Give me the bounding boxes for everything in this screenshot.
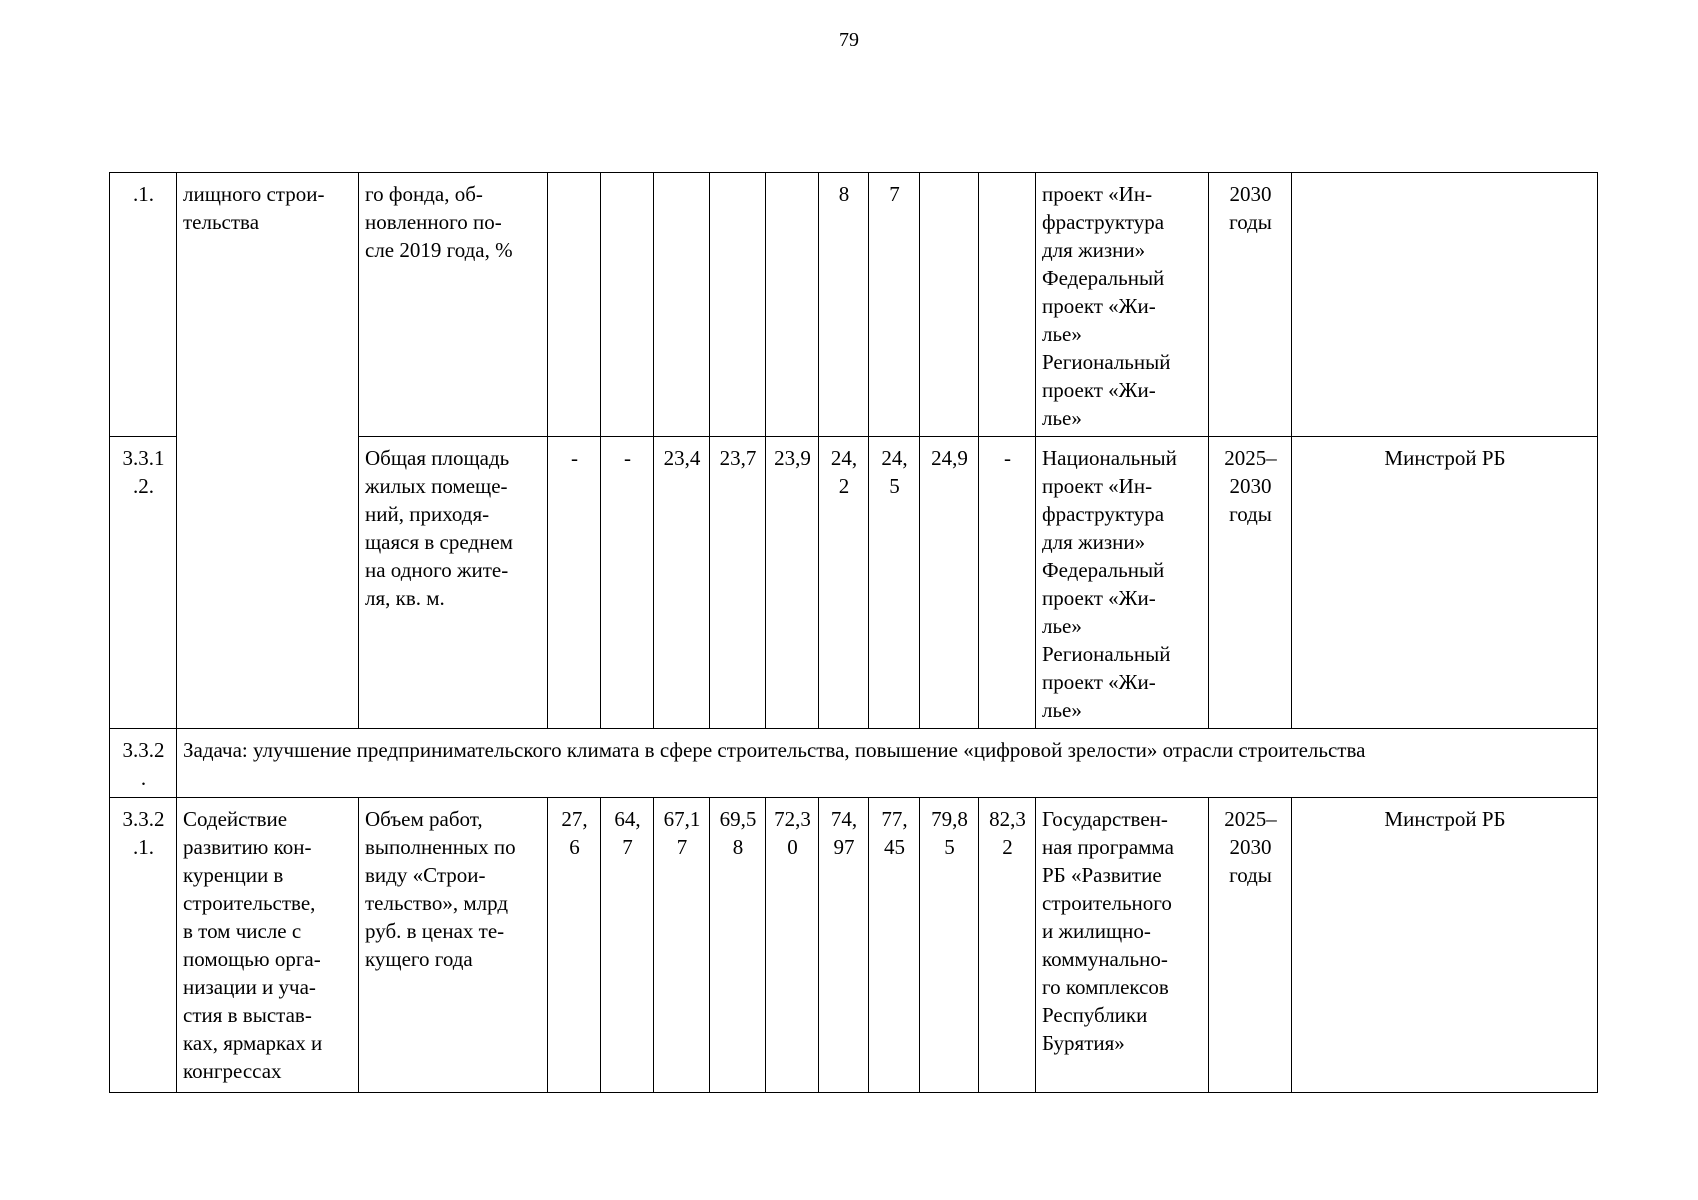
- measure-cell: лищного строи- тельства: [177, 173, 359, 729]
- value-cell: 74, 97: [819, 798, 869, 1093]
- value-cell: 72,3 0: [766, 798, 819, 1093]
- row-number: 3.3.2 .: [110, 729, 177, 798]
- value-cell: 24,9: [920, 437, 979, 729]
- responsible-cell: Минстрой РБ: [1292, 798, 1598, 1093]
- value-cell: 8: [819, 173, 869, 437]
- value-cell: 79,8 5: [920, 798, 979, 1093]
- responsible-cell: Минстрой РБ: [1292, 437, 1598, 729]
- table-row: [110, 173, 1598, 437]
- row-number: 3.3.1 .2.: [110, 437, 177, 729]
- value-cell: -: [979, 437, 1036, 729]
- indicator-cell: Общая площадь жилых помеще- ний, приходя- щаяся в среднем на одного жите- ля, кв. м.: [359, 437, 548, 729]
- value-cell: [920, 173, 979, 437]
- row-number: 3.3.2 .1.: [110, 798, 177, 1093]
- indicators-table: [109, 172, 1598, 1093]
- indicator-cell: го фонда, об- новленного по- сле 2019 года, %: [359, 173, 548, 437]
- value-cell: [548, 173, 601, 437]
- program-cell: проект «Ин- фраструктура для жизни» Федеральный проект «Жи- лье» Региональный проект «Жи- лье»: [1036, 173, 1209, 437]
- value-cell: 82,3 2: [979, 798, 1036, 1093]
- value-cell: 27, 6: [548, 798, 601, 1093]
- table-row: [110, 729, 1598, 798]
- value-cell: -: [601, 437, 654, 729]
- value-cell: 64, 7: [601, 798, 654, 1093]
- value-cell: 77, 45: [869, 798, 920, 1093]
- value-cell: [601, 173, 654, 437]
- term-cell: 2025– 2030 годы: [1209, 798, 1292, 1093]
- program-cell: Национальный проект «Ин- фраструктура для жизни» Федеральный проект «Жи- лье» Региональный проект «Жи- лье»: [1036, 437, 1209, 729]
- value-cell: [710, 173, 766, 437]
- value-cell: 23,4: [654, 437, 710, 729]
- value-cell: -: [548, 437, 601, 729]
- value-cell: 67,1 7: [654, 798, 710, 1093]
- value-cell: 23,7: [710, 437, 766, 729]
- value-cell: [654, 173, 710, 437]
- program-cell: Государствен- ная программа РБ «Развитие строительного и жилищно- коммунально- го комплексов Республики Бурятия»: [1036, 798, 1209, 1093]
- term-cell: 2025– 2030 годы: [1209, 437, 1292, 729]
- task-cell: Задача: улучшение предпринимательского климата в сфере строительства, повышение «цифровой зрелости» отрасли строительства: [177, 729, 1598, 798]
- term-cell: 2030 годы: [1209, 173, 1292, 437]
- value-cell: 24, 5: [869, 437, 920, 729]
- value-cell: [979, 173, 1036, 437]
- measure-cell: Содействие развитию кон- куренции в строительстве, в том числе с помощью орга- низации и уча- стия в выстав- ках, ярмарках и конгрессах: [177, 798, 359, 1093]
- value-cell: 7: [869, 173, 920, 437]
- page-number: 79: [839, 29, 859, 51]
- value-cell: 24, 2: [819, 437, 869, 729]
- responsible-cell: [1292, 173, 1598, 437]
- indicator-cell: Объем работ, выполненных по виду «Строи- тельство», млрд руб. в ценах те- кущего года: [359, 798, 548, 1093]
- table-row: [110, 798, 1598, 1093]
- row-number: .1.: [110, 173, 177, 437]
- value-cell: 69,5 8: [710, 798, 766, 1093]
- value-cell: 23,9: [766, 437, 819, 729]
- value-cell: [766, 173, 819, 437]
